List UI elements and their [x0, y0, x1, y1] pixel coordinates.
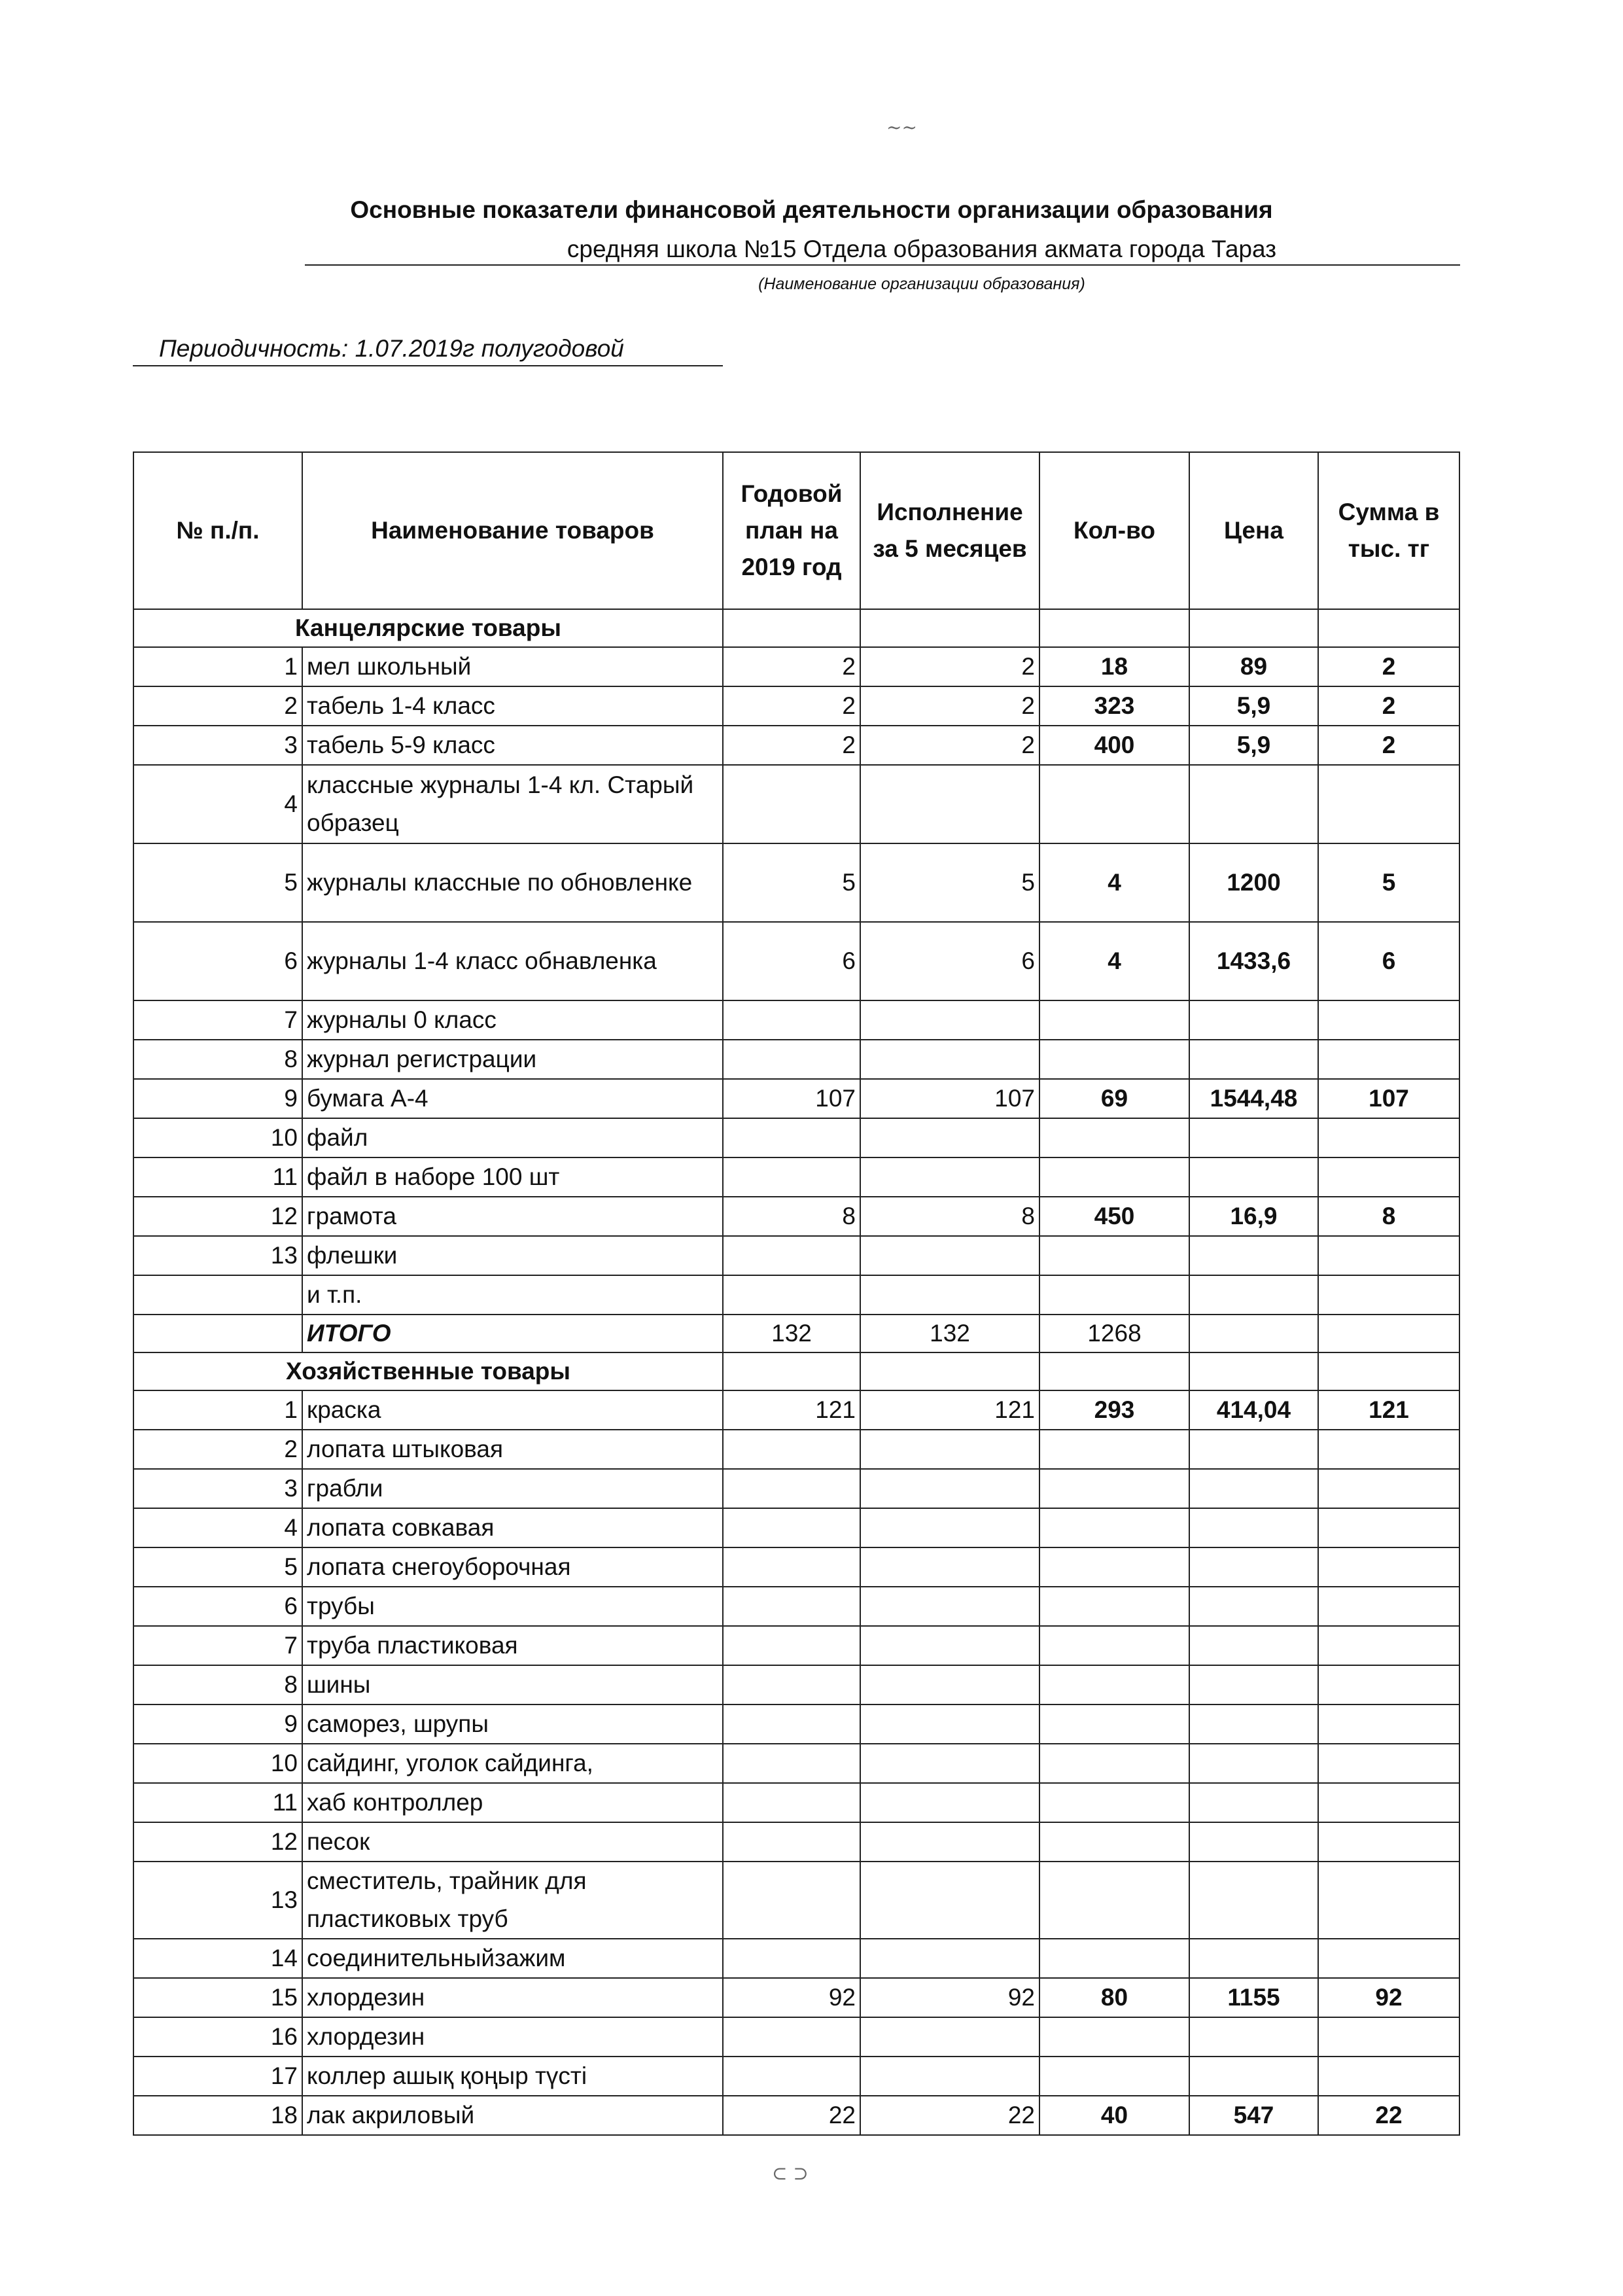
section-title: Хозяйственные товары [133, 1352, 723, 1390]
row-plan [723, 1157, 860, 1197]
table-row [133, 1939, 1459, 1978]
row-sum: 5 [1318, 843, 1459, 922]
row-quantity: 450 [1039, 1197, 1189, 1236]
empty-cell [1318, 609, 1459, 647]
row-name: журналы классные по обновленке [302, 843, 723, 922]
row-plan [723, 1704, 860, 1744]
row-number: 10 [133, 1118, 302, 1157]
row-sum [1318, 1275, 1459, 1315]
row-execution [860, 1626, 1039, 1665]
table-row [133, 2017, 1459, 2057]
row-quantity [1039, 1430, 1189, 1469]
row-price [1189, 1783, 1318, 1822]
row-price: 1544,48 [1189, 1079, 1318, 1118]
empty-cell [723, 1352, 860, 1390]
row-execution [860, 1547, 1039, 1587]
row-name: мел школьный [302, 647, 723, 686]
row-plan [723, 1783, 860, 1822]
row-execution [860, 1783, 1039, 1822]
row-quantity [1039, 1704, 1189, 1744]
row-quantity: 323 [1039, 686, 1189, 726]
row-number: 12 [133, 1197, 302, 1236]
row-quantity [1039, 1469, 1189, 1508]
organization-name: средняя школа №15 Отдела образования акмата города Тараз [305, 236, 1460, 266]
row-sum [1318, 1783, 1459, 1822]
row-sum [1318, 1547, 1459, 1587]
row-sum [1318, 1587, 1459, 1626]
table-row [133, 1744, 1459, 1783]
row-price [1189, 1665, 1318, 1704]
total-execution: 132 [860, 1315, 1039, 1352]
row-execution [860, 1430, 1039, 1469]
row-plan [723, 1822, 860, 1862]
row-plan [723, 1547, 860, 1587]
row-sum: 2 [1318, 686, 1459, 726]
row-name: сайдинг, уголок сайдинга, [302, 1744, 723, 1783]
row-number: 8 [133, 1040, 302, 1079]
row-number: 16 [133, 2017, 302, 2057]
row-plan [723, 765, 860, 843]
row-number: 9 [133, 1704, 302, 1744]
row-plan [723, 1000, 860, 1040]
row-execution [860, 1862, 1039, 1939]
row-number: 5 [133, 1547, 302, 1587]
total-plan: 132 [723, 1315, 860, 1352]
row-sum [1318, 1469, 1459, 1508]
table-row [133, 1236, 1459, 1275]
row-name: лопата снегоуборочная [302, 1547, 723, 1587]
row-name: и т.п. [302, 1275, 723, 1315]
row-price: 5,9 [1189, 726, 1318, 765]
row-number: 17 [133, 2057, 302, 2096]
row-execution: 22 [860, 2096, 1039, 2135]
row-number: 2 [133, 1430, 302, 1469]
row-number: 11 [133, 1783, 302, 1822]
row-number: 7 [133, 1626, 302, 1665]
row-execution [860, 1040, 1039, 1079]
empty-cell [1318, 1315, 1459, 1352]
row-quantity: 4 [1039, 843, 1189, 922]
table-row [133, 1118, 1459, 1157]
row-execution [860, 765, 1039, 843]
header-price: Цена [1189, 452, 1318, 609]
row-name: лопата совкавая [302, 1508, 723, 1547]
header-number: № п./п. [133, 452, 302, 609]
table-row [133, 1862, 1459, 1939]
row-execution: 6 [860, 922, 1039, 1000]
row-plan [723, 2017, 860, 2057]
row-sum [1318, 1430, 1459, 1469]
row-quantity [1039, 1508, 1189, 1547]
row-sum [1318, 1040, 1459, 1079]
row-price [1189, 1157, 1318, 1197]
row-sum: 92 [1318, 1978, 1459, 2017]
row-quantity [1039, 1862, 1189, 1939]
table-row [133, 1587, 1459, 1626]
row-price: 16,9 [1189, 1197, 1318, 1236]
row-plan [723, 1862, 860, 1939]
row-execution: 2 [860, 726, 1039, 765]
row-sum [1318, 1236, 1459, 1275]
row-quantity [1039, 2017, 1189, 2057]
header-sum: Сумма в тыс. тг [1318, 452, 1459, 609]
row-plan: 2 [723, 686, 860, 726]
row-execution [860, 1704, 1039, 1744]
row-execution [860, 1587, 1039, 1626]
row-quantity [1039, 1665, 1189, 1704]
empty-cell [133, 1315, 302, 1352]
row-sum [1318, 1744, 1459, 1783]
row-price: 547 [1189, 2096, 1318, 2135]
row-plan [723, 1275, 860, 1315]
row-quantity [1039, 1040, 1189, 1079]
table-row [133, 1040, 1459, 1079]
row-quantity [1039, 1783, 1189, 1822]
empty-cell [723, 609, 860, 647]
table-row [133, 922, 1459, 1000]
row-number: 12 [133, 1822, 302, 1862]
row-execution [860, 1665, 1039, 1704]
row-quantity [1039, 1000, 1189, 1040]
table-row [133, 1275, 1459, 1315]
row-execution [860, 1744, 1039, 1783]
row-quantity: 80 [1039, 1978, 1189, 2017]
row-quantity: 69 [1039, 1079, 1189, 1118]
row-number: 9 [133, 1079, 302, 1118]
table-row [133, 843, 1459, 922]
row-plan: 5 [723, 843, 860, 922]
row-number: 5 [133, 843, 302, 922]
row-execution: 2 [860, 686, 1039, 726]
row-price [1189, 1626, 1318, 1665]
row-sum [1318, 1157, 1459, 1197]
row-name: шины [302, 1665, 723, 1704]
document-title: Основные показатели финансовой деятельности организации образования [350, 196, 1273, 223]
empty-cell [860, 1352, 1039, 1390]
row-execution [860, 2057, 1039, 2096]
row-plan: 121 [723, 1390, 860, 1430]
total-label: ИТОГО [302, 1315, 723, 1352]
row-name: хлордезин [302, 2017, 723, 2057]
row-price [1189, 1275, 1318, 1315]
row-price [1189, 1862, 1318, 1939]
row-price [1189, 1822, 1318, 1862]
row-price: 1433,6 [1189, 922, 1318, 1000]
empty-cell [1189, 609, 1318, 647]
row-price [1189, 1000, 1318, 1040]
row-quantity: 4 [1039, 922, 1189, 1000]
row-sum [1318, 2017, 1459, 2057]
row-quantity [1039, 1275, 1189, 1315]
table-row [133, 765, 1459, 843]
empty-cell [1189, 1352, 1318, 1390]
row-number: 4 [133, 765, 302, 843]
row-sum [1318, 1704, 1459, 1744]
table-row [133, 2096, 1459, 2135]
table-row [133, 1079, 1459, 1118]
row-name: лак акриловый [302, 2096, 723, 2135]
row-plan: 92 [723, 1978, 860, 2017]
table-row [133, 1978, 1459, 2017]
table-header-row [133, 452, 1459, 609]
row-sum [1318, 1862, 1459, 1939]
empty-cell [1039, 609, 1189, 647]
header-name: Наименование товаров [302, 452, 723, 609]
row-number: 6 [133, 1587, 302, 1626]
row-price: 1155 [1189, 1978, 1318, 2017]
row-plan [723, 1508, 860, 1547]
row-quantity: 400 [1039, 726, 1189, 765]
row-name: бумага А-4 [302, 1079, 723, 1118]
row-name: краска [302, 1390, 723, 1430]
empty-cell [1039, 1352, 1189, 1390]
table-row [133, 1197, 1459, 1236]
row-price: 5,9 [1189, 686, 1318, 726]
row-execution [860, 1469, 1039, 1508]
row-plan [723, 1236, 860, 1275]
row-quantity [1039, 765, 1189, 843]
row-number: 4 [133, 1508, 302, 1547]
table-row [133, 1665, 1459, 1704]
table-row [133, 1390, 1459, 1430]
row-sum [1318, 2057, 1459, 2096]
row-name: сместитель, трайник для пластиковых труб [302, 1862, 723, 1939]
row-price: 1200 [1189, 843, 1318, 922]
row-name: флешки [302, 1236, 723, 1275]
table-row [133, 1469, 1459, 1508]
row-sum [1318, 1000, 1459, 1040]
row-name: соединительныйзажим [302, 1939, 723, 1978]
row-number: 8 [133, 1665, 302, 1704]
row-sum: 8 [1318, 1197, 1459, 1236]
row-execution: 92 [860, 1978, 1039, 2017]
row-execution [860, 1275, 1039, 1315]
row-execution [860, 1508, 1039, 1547]
row-price: 414,04 [1189, 1390, 1318, 1430]
row-quantity [1039, 1236, 1189, 1275]
row-plan: 6 [723, 922, 860, 1000]
row-price [1189, 2017, 1318, 2057]
row-number: 1 [133, 1390, 302, 1430]
row-sum: 107 [1318, 1079, 1459, 1118]
row-number: 1 [133, 647, 302, 686]
row-quantity [1039, 1744, 1189, 1783]
scan-mark-icon: ⊂ ⊃ [772, 2163, 809, 2184]
row-plan [723, 1118, 860, 1157]
row-quantity: 18 [1039, 647, 1189, 686]
row-plan [723, 1587, 860, 1626]
row-number: 13 [133, 1862, 302, 1939]
row-quantity [1039, 1587, 1189, 1626]
row-sum: 2 [1318, 726, 1459, 765]
table-row [133, 1822, 1459, 1862]
row-price [1189, 1118, 1318, 1157]
row-name: саморез, шрупы [302, 1704, 723, 1744]
row-name: классные журналы 1-4 кл. Старый образец [302, 765, 723, 843]
row-price [1189, 1469, 1318, 1508]
row-sum [1318, 1939, 1459, 1978]
table-row [133, 647, 1459, 686]
total-quantity: 1268 [1039, 1315, 1189, 1352]
table-row [133, 1157, 1459, 1197]
row-name: табель 5-9 класс [302, 726, 723, 765]
row-plan [723, 1040, 860, 1079]
row-sum [1318, 1822, 1459, 1862]
table-row [133, 686, 1459, 726]
row-quantity [1039, 1118, 1189, 1157]
row-name: хаб контроллер [302, 1783, 723, 1822]
header-execution: Исполнение за 5 месяцев [860, 452, 1039, 609]
row-price [1189, 1236, 1318, 1275]
row-name: лопата штыковая [302, 1430, 723, 1469]
row-price [1189, 1430, 1318, 1469]
table-row [133, 1430, 1459, 1469]
row-execution [860, 1000, 1039, 1040]
row-name: хлордезин [302, 1978, 723, 2017]
row-execution: 8 [860, 1197, 1039, 1236]
row-sum: 121 [1318, 1390, 1459, 1430]
empty-cell [1318, 1352, 1459, 1390]
row-name: табель 1-4 класс [302, 686, 723, 726]
empty-cell [860, 609, 1039, 647]
row-number: 15 [133, 1978, 302, 2017]
row-quantity [1039, 1939, 1189, 1978]
row-number: 13 [133, 1236, 302, 1275]
row-number: 3 [133, 726, 302, 765]
row-plan: 22 [723, 2096, 860, 2135]
row-price [1189, 1587, 1318, 1626]
row-number: 2 [133, 686, 302, 726]
row-name: журнал регистрации [302, 1040, 723, 1079]
row-price [1189, 1744, 1318, 1783]
row-plan [723, 1626, 860, 1665]
section-title: Канцелярские товары [133, 609, 723, 647]
header-plan: Годовой план на 2019 год [723, 452, 860, 609]
row-name: песок [302, 1822, 723, 1862]
row-execution: 2 [860, 647, 1039, 686]
row-sum [1318, 765, 1459, 843]
row-execution: 121 [860, 1390, 1039, 1430]
row-name: коллер ашық қоңыр түсті [302, 2057, 723, 2096]
scan-mark-icon: ~~ [886, 116, 917, 138]
row-price [1189, 2057, 1318, 2096]
row-plan [723, 1430, 860, 1469]
row-number: 10 [133, 1744, 302, 1783]
row-price [1189, 1040, 1318, 1079]
row-quantity [1039, 1547, 1189, 1587]
row-sum: 22 [1318, 2096, 1459, 2135]
row-plan [723, 1469, 860, 1508]
row-quantity: 293 [1039, 1390, 1189, 1430]
row-sum: 2 [1318, 647, 1459, 686]
row-execution [860, 1157, 1039, 1197]
row-execution [860, 1939, 1039, 1978]
row-number [133, 1275, 302, 1315]
row-price [1189, 1939, 1318, 1978]
row-sum [1318, 1508, 1459, 1547]
row-plan: 8 [723, 1197, 860, 1236]
section-row [133, 609, 1459, 647]
goods-table [133, 451, 1460, 2136]
row-price [1189, 765, 1318, 843]
row-execution [860, 1236, 1039, 1275]
table-row [133, 1704, 1459, 1744]
header-quantity: Кол-во [1039, 452, 1189, 609]
row-quantity [1039, 1157, 1189, 1197]
row-number: 6 [133, 922, 302, 1000]
section-row [133, 1352, 1459, 1390]
row-price: 89 [1189, 647, 1318, 686]
row-plan [723, 2057, 860, 2096]
row-price [1189, 1547, 1318, 1587]
row-plan: 2 [723, 726, 860, 765]
row-name: труба пластиковая [302, 1626, 723, 1665]
row-sum: 6 [1318, 922, 1459, 1000]
organization-caption: (Наименование организации образования) [758, 275, 1085, 293]
row-name: файл в наборе 100 шт [302, 1157, 723, 1197]
row-sum [1318, 1626, 1459, 1665]
row-name: трубы [302, 1587, 723, 1626]
table-row [133, 2057, 1459, 2096]
row-name: файл [302, 1118, 723, 1157]
row-plan: 2 [723, 647, 860, 686]
row-sum [1318, 1665, 1459, 1704]
empty-cell [1189, 1315, 1318, 1352]
row-quantity [1039, 2057, 1189, 2096]
row-name: журналы 0 класс [302, 1000, 723, 1040]
row-number: 3 [133, 1469, 302, 1508]
table-row [133, 1547, 1459, 1587]
row-quantity [1039, 1822, 1189, 1862]
row-price [1189, 1508, 1318, 1547]
row-execution [860, 2017, 1039, 2057]
row-name: журналы 1-4 класс обнавленка [302, 922, 723, 1000]
row-number: 7 [133, 1000, 302, 1040]
row-quantity [1039, 1626, 1189, 1665]
row-execution: 107 [860, 1079, 1039, 1118]
table-row [133, 726, 1459, 765]
table-row [133, 1000, 1459, 1040]
row-plan [723, 1744, 860, 1783]
row-price [1189, 1704, 1318, 1744]
row-execution: 5 [860, 843, 1039, 922]
row-number: 14 [133, 1939, 302, 1978]
row-quantity: 40 [1039, 2096, 1189, 2135]
period-line: Периодичность: 1.07.2019г полугодовой [133, 335, 723, 366]
table-row [133, 1508, 1459, 1547]
row-execution [860, 1822, 1039, 1862]
row-number: 18 [133, 2096, 302, 2135]
row-name: грамота [302, 1197, 723, 1236]
row-number: 11 [133, 1157, 302, 1197]
row-name: грабли [302, 1469, 723, 1508]
total-row [133, 1315, 1459, 1352]
row-plan [723, 1939, 860, 1978]
row-execution [860, 1118, 1039, 1157]
table-row [133, 1626, 1459, 1665]
row-plan [723, 1665, 860, 1704]
row-plan: 107 [723, 1079, 860, 1118]
row-sum [1318, 1118, 1459, 1157]
table-row [133, 1783, 1459, 1822]
